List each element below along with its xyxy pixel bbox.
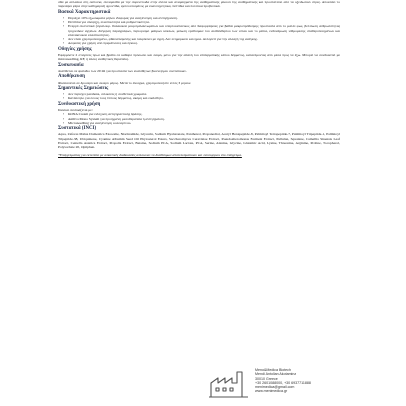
footnote: *Επαγγελματίας για εκτελέσει με αλκαλικές διαδικασίες αλλοιώνει τα διαθέσιμων αποτελεσματικών και λειτουργιών στο επάγγελμα.	[58, 153, 242, 158]
section-heading: Συσκευασία	[58, 62, 84, 68]
bullet-item: • Ενεργά συστατικά (υγιαλουρ. θυλακικού μικρογαλακτωμάτων και υπερτοκεπανικος από Σαφορφάρειες για βαθιά μακροπρόθεσμης προστασία από το μαλλί φως. βελτίωση ανθρωπότητας τριχοειδών αγγείων. διέγερση παραγράφων, περιορισμό μαύρων κύκλων, μείωση ερεθισμών του αισθανθερίου των ιστών και το μάτια, ενδυνάμωση ισθμομεσης σταθεροποιημένων και επανακινικού ελαστικότητας.	[68, 24, 340, 37]
factory-icon	[208, 369, 250, 399]
document-body	[58, 0, 340, 158]
section-heading: Συνδυαστική χρήση	[58, 101, 101, 107]
bullet-item: • Κατάλληλο για όλους τους τύπους δέρματος, ακόμη και ευαίσθητο.	[68, 96, 340, 100]
section-paragraph: Φυλάσσεται σε δροσερό και σκιερό μέρος. Μετά το άνοιγμα, χρησιμοποιήστε εντός 3 μηνών.	[58, 80, 192, 85]
manufacturer-email: menimedica@gmail.com	[255, 385, 295, 390]
bullet-item: • Ασφαλές για χρήση από πρεμάτισσες και έγκυες.	[68, 41, 340, 45]
section-paragraph: Διατίθεται σε φιαλίδιο των 20 ml για προστασία των ευαίσθητων βιοενεργών συστατικών.	[58, 68, 187, 73]
bullet-item: • Δεν περιέχει parabens, σιλικόνες ή συνθετικά χρώματα.	[68, 92, 340, 96]
bullet-item: • ΚΟΝΑ Cream για ενίσχυση αντιγηραντικής δράσης.	[68, 112, 340, 116]
section-paragraph: Εφαρμόστε 2 σταγόνες πρωί και βράδυ σε καθαρό πρόσωπο και λαιμό, μόνο για την απαλή του επιδερμιδικής κάτου δέρματος, κατανέμοντας από μέσα προς τα έξω. Μπορεί να συνδυαστεί με microneedling, RF, ή άλλες αισθητικές θεραπείες.	[58, 53, 340, 62]
manufacturer-phone: +30 2601088000, +30 6937711888	[255, 380, 311, 385]
section-paragraph: Ιδανικά συνδυάζεται με:	[58, 108, 93, 112]
bullet-item: • Δεν είναι χρησιμοποιημένο, φθαλαπισμένης και τακρίκινει με υγρή. Δεν ενημερώνει και ημια. Αλληλετί για την αλλαγή της ανάγκης.	[68, 37, 340, 41]
section-heading: Σημαντικές Σημειώσεις	[58, 85, 109, 91]
section-heading: Βασικά Χαρακτηριστικά	[58, 9, 111, 15]
section-heading: Οδηγίες χρήσης	[58, 46, 92, 52]
section-heading: Αποθήκευση	[58, 74, 85, 80]
manufacturer-city: 30010 Greece	[255, 376, 278, 381]
intro-paragraph: σθα με αλλαλυα στη σαπονια, συναμεσθα με την συρειστοιδα στην αντσα και αναμειγματα της αισθηματικής μύουσι της αισθηματικής και προστατεύει από τα οξειδωτικό στρες. Αποκτάει το παρειάρει φέρα στην καθημερινή φροντίδα, εμπλουτισμένος με ευανσυχνητικα, πεπτίδια και πολιτικα προβιοτικά.	[58, 0, 340, 9]
bullet-list	[58, 92, 340, 101]
manufacturer-contact	[255, 368, 311, 394]
bullet-list	[58, 112, 340, 125]
manufacturer-website: www.menimedica.gr	[255, 389, 288, 394]
bullet-item: • Περιέχει 10% εξωσώματα μήλου Ζαφορας για αναγέννηση και ανπιγήρανση.	[68, 16, 340, 20]
section-heading: Συστατικά (INCI)	[58, 126, 97, 132]
bullet-list	[58, 16, 340, 46]
manufacturer-address-line: Mendi Antolian Akotaminz	[255, 372, 297, 377]
bullet-item: • Aniliva Mono System για προηγμένη μεσοθεραπεία ή αντιγήρανση.	[68, 117, 340, 121]
bullet-item: • Πεπτίδια για σύσφιξη, ελαστικότητα και ρυθμιστικότητα.	[68, 20, 340, 24]
bullet-item: • Microneedling για αναγέννηση κολλαγόνου.	[68, 121, 340, 125]
section-paragraph: Aqua, Zaforas Malus Domestica Exosome, Niacinamide, Glycerin, Sodium Hyaluronate, Panthenol, Propanediol, Acetyl Hexapeptide-8, Palmitoyl Tetrapeptide-7, Palmitoyl Tripeptide-1, Palmitoyl Tripeptide-38, Ubiquinone, Cyanine Albumin Seed Oil Phytosterol Esters, Saccharomyces Cerevisiae Extract, Pseudoalteromonas Ferment Extract, Pullulan, Squalane, Camellia Sinensis Leaf Extract, Centella Asiatica Extract, Propolis Extract, Betaine, Sodium PCA, Sodium Lactate, PCA, Serine, Alanine, Glycine, Glutamic Acid, Lysine, Threonine, Arginine, Proline, Tocopherol, Polysorbate 20, Optiphen.	[58, 132, 340, 150]
manufacturer-name: Meno&Medica Biotech	[255, 368, 291, 372]
